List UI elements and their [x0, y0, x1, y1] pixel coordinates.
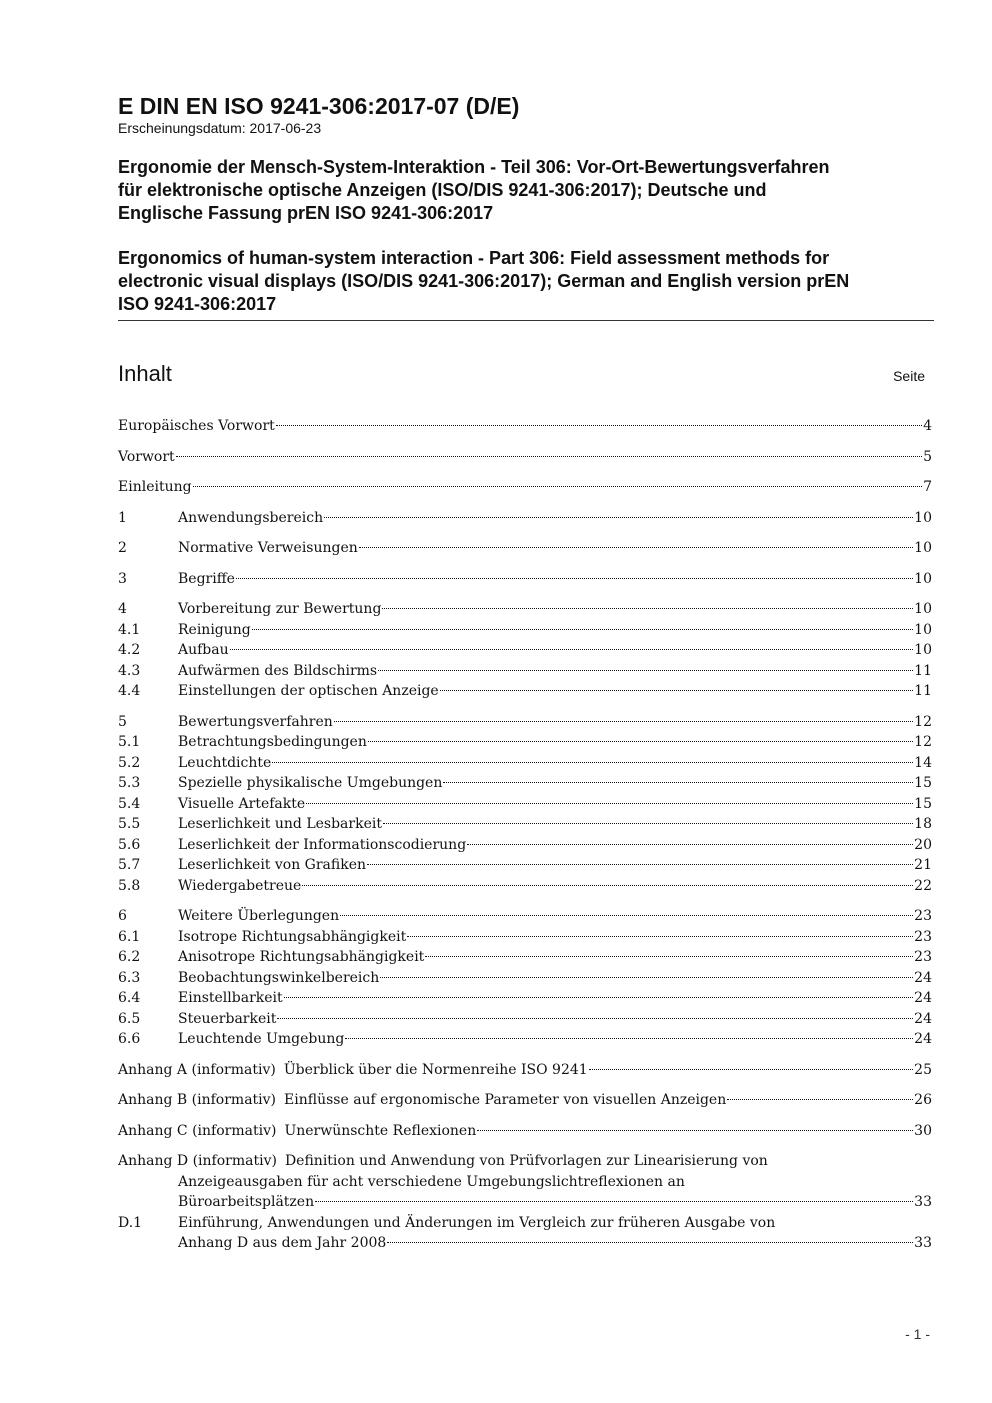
toc-entry[interactable]: [118, 681, 932, 702]
toc-entry-label: Isotrope Richtungsabhängigkeit: [178, 928, 407, 945]
dot-leader: [425, 956, 913, 957]
toc-entry-number: 2: [118, 540, 127, 556]
toc-entry-label: Einstellungen der optischen Anzeige: [178, 683, 439, 699]
toc-entry-number: 6.5: [118, 1010, 141, 1027]
toc-entry-page: 20: [914, 836, 932, 853]
toc-entry-page: 11: [914, 683, 932, 699]
toc-entry[interactable]: [118, 753, 932, 774]
toc-entry-number: 6.2: [118, 949, 141, 965]
toc-entry-label: Einflüsse auf ergonomische Parameter von visuellen Anzeigen: [284, 1092, 727, 1108]
dot-leader: [324, 517, 913, 518]
document-header: [118, 92, 934, 316]
toc-entry-label: Beobachtungswinkelbereich: [178, 969, 380, 986]
toc-entry-label: Reinigung: [178, 621, 251, 638]
toc-entry-number: 4.1: [118, 621, 141, 638]
dot-leader: [236, 578, 913, 579]
dot-leader: [176, 456, 922, 457]
toc-entry-label: Einleitung: [118, 479, 192, 495]
toc-entry-label: Leuchtende Umgebung: [178, 1031, 345, 1047]
toc-entry-number: 5: [118, 713, 127, 730]
toc-entry-number: 1: [118, 509, 127, 526]
title-german-line: Ergonomie der Mensch-System-Interaktion - Teil 306: Vor-Ort-Bewertungsverfahren: [118, 157, 830, 177]
toc-entry-page: 15: [914, 795, 932, 812]
title-english: [118, 247, 934, 316]
toc-entry-label: Visuelle Artefakte: [178, 795, 306, 812]
toc-entry-number: 6.4: [118, 990, 141, 1006]
title-english-line: Ergonomics of human-system interaction - Part 306: Field assessment methods for: [118, 248, 830, 268]
title-english-line: ISO 9241-306:2017: [118, 294, 277, 314]
toc-entry-label: Vorwort: [118, 448, 175, 465]
toc-entry-number: 5.5: [118, 816, 141, 832]
toc-entry[interactable]: [118, 477, 932, 498]
toc-entry[interactable]: [118, 968, 932, 989]
toc-entry-page: 24: [914, 990, 932, 1006]
toc-entry-label: Überblick über die Normenreihe ISO 9241: [283, 1061, 588, 1078]
toc-entry-label: Aufwärmen des Bildschirms: [178, 662, 378, 679]
dot-leader: [382, 608, 913, 609]
dot-leader: [367, 864, 913, 865]
toc-entry[interactable]: [118, 773, 932, 794]
toc-entry-page: 10: [914, 621, 932, 638]
toc-entry-number: 3: [118, 570, 127, 587]
toc-entry[interactable]: [118, 661, 932, 682]
table-of-contents: [118, 416, 932, 1254]
dot-leader: [359, 547, 913, 548]
toc-entry[interactable]: [118, 538, 932, 559]
toc-entry[interactable]: [118, 620, 932, 641]
dot-leader: [315, 1201, 913, 1202]
toc-entry-label: Vorbereitung zur Bewertung: [178, 601, 382, 617]
toc-page-column-label: Seite: [893, 368, 925, 384]
toc-entry-label-line: Anhang D aus dem Jahr 2008: [178, 1235, 387, 1251]
dot-leader: [302, 885, 913, 886]
dot-leader: [589, 1069, 913, 1070]
toc-entry[interactable]: [118, 855, 932, 876]
toc-entry[interactable]: [118, 732, 932, 753]
toc-entry-label: Betrachtungsbedingungen: [178, 734, 367, 750]
toc-entry-page: 10: [914, 601, 932, 617]
toc-entry-label: Normative Verweisungen: [178, 540, 358, 556]
toc-entry[interactable]: [118, 906, 932, 927]
dot-leader: [277, 1018, 913, 1019]
toc-entry-label: Weitere Überlegungen: [178, 908, 340, 924]
dot-leader: [387, 1242, 913, 1243]
toc-entry-page: 22: [914, 877, 932, 894]
dot-leader: [443, 782, 913, 783]
toc-entry-page: 4: [923, 418, 932, 434]
toc-entry-page: 26: [914, 1092, 932, 1108]
toc-entry[interactable]: [118, 947, 932, 968]
toc-entry-number: Anhang C (informativ): [118, 1122, 277, 1139]
toc-entry[interactable]: [118, 988, 932, 1009]
toc-entry-page: 23: [914, 928, 932, 945]
toc-entry-page: 15: [914, 775, 932, 791]
toc-entry-number: 5.7: [118, 857, 141, 873]
toc-entry[interactable]: [118, 508, 932, 529]
toc-entry-page: 30: [914, 1122, 932, 1139]
dot-leader: [306, 803, 913, 804]
toc-heading: Inhalt: [118, 361, 172, 386]
toc-entry-label-line: Büroarbeitsplätzen: [178, 1194, 315, 1210]
toc-entry-label: Wiedergabetreue: [178, 877, 302, 894]
toc-entry-label: Unerwünschte Reflexionen: [284, 1122, 477, 1139]
toc-entry-page: 12: [914, 713, 932, 730]
dot-leader: [272, 762, 913, 763]
toc-entry-label: Leserlichkeit und Lesbarkeit: [178, 816, 382, 832]
dot-leader: [380, 977, 913, 978]
toc-entry[interactable]: [118, 927, 932, 948]
toc-entry-number: 6.1: [118, 928, 141, 945]
toc-entry-page: 24: [914, 1010, 932, 1027]
toc-entry[interactable]: [118, 1121, 932, 1142]
toc-entry-number: 5.6: [118, 836, 141, 853]
toc-entry-label-line: Einführung, Anwendungen und Änderungen im Vergleich zur früheren Ausgabe von: [178, 1214, 776, 1231]
title-german-line: Englische Fassung prEN ISO 9241-306:2017: [118, 203, 494, 223]
toc-entry-page: 23: [914, 949, 932, 965]
dot-leader: [368, 741, 913, 742]
toc-entry[interactable]: [118, 569, 932, 590]
toc-entry-label: Anwendungsbereich: [178, 509, 324, 526]
dot-leader: [383, 823, 913, 824]
dot-leader: [440, 690, 913, 691]
toc-entry-label: Spezielle physikalische Umgebungen: [178, 775, 443, 791]
dot-leader: [230, 649, 914, 650]
toc-entry[interactable]: [118, 1029, 932, 1050]
toc-entry-page: 23: [914, 908, 932, 924]
dot-leader: [407, 936, 913, 937]
toc-entry-page: 10: [914, 540, 932, 556]
dot-leader: [334, 721, 913, 722]
toc-entry-page: 33: [914, 1194, 932, 1210]
toc-entry-number: 5.2: [118, 754, 141, 771]
toc-entry[interactable]: [118, 1009, 932, 1030]
toc-entry-page: 11: [914, 662, 932, 679]
toc-entry[interactable]: [118, 447, 932, 468]
toc-entry-number: 6.3: [118, 969, 141, 986]
dot-leader: [340, 915, 913, 916]
toc-entry-label: Leserlichkeit der Informationscodierung: [178, 836, 467, 853]
toc-entry-number: 6.6: [118, 1031, 141, 1047]
document-id: E DIN EN ISO 9241-306:2017-07 (D/E): [118, 93, 520, 119]
toc-entry-page: 10: [914, 570, 932, 587]
toc-entry-number: 5.4: [118, 795, 141, 812]
toc-entry[interactable]: [118, 712, 932, 733]
publication-date: Erscheinungsdatum: 2017-06-23: [118, 120, 322, 136]
toc-entry-number: D.1: [118, 1214, 143, 1231]
toc-entry-multiline[interactable]: [118, 1213, 932, 1254]
toc-entry[interactable]: [118, 876, 932, 897]
toc-entry-number: Anhang D (informativ): [118, 1153, 277, 1169]
toc-entry-page: 5: [923, 448, 932, 465]
toc-entry-label: Einstellbarkeit: [178, 990, 283, 1006]
toc-entry[interactable]: [118, 416, 932, 437]
toc-entry-number: Anhang B (informativ): [118, 1092, 277, 1108]
toc-entry-page: 7: [923, 479, 932, 495]
toc-entry-number: 4.4: [118, 683, 141, 699]
toc-entry-number: 4.2: [118, 642, 141, 658]
toc-entry-page: 18: [914, 816, 932, 832]
toc-entry-number: 6: [118, 908, 127, 924]
dot-leader: [284, 997, 914, 998]
dot-leader: [467, 844, 913, 845]
toc-entry[interactable]: [118, 640, 932, 661]
toc-entry-label: Steuerbarkeit: [178, 1010, 277, 1027]
dot-leader: [252, 629, 913, 630]
toc-entry-label: Anisotrope Richtungsabhängigkeit: [178, 949, 425, 965]
toc-entry-number: 4: [118, 601, 127, 617]
toc-entry-label: Europäisches Vorwort: [118, 418, 275, 434]
toc-entry-page: 24: [914, 969, 932, 986]
toc-entry[interactable]: [118, 835, 932, 856]
page-number: - 1 -: [905, 1326, 930, 1342]
dot-leader: [345, 1038, 913, 1039]
toc-entry-page: 14: [914, 754, 932, 771]
toc-entry-page: 24: [914, 1031, 932, 1047]
toc-entry-page: 25: [914, 1061, 932, 1078]
toc-entry[interactable]: [118, 814, 932, 835]
title-german-line: für elektronische optische Anzeigen (ISO/DIS 9241-306:2017); Deutsche und: [118, 180, 767, 200]
toc-entry-label: Begriffe: [178, 570, 235, 587]
toc-entry-page: 10: [914, 509, 932, 526]
toc-entry[interactable]: [118, 794, 932, 815]
toc-entry-label: Bewertungsverfahren: [178, 713, 333, 730]
toc-entry-number: 4.3: [118, 662, 141, 679]
toc-entry[interactable]: [118, 1090, 932, 1111]
header-divider: [118, 320, 934, 321]
toc-entry-number: 5.3: [118, 775, 141, 791]
toc-entry-number: 5.1: [118, 734, 141, 750]
toc-entry[interactable]: [118, 599, 932, 620]
dot-leader: [276, 425, 922, 426]
toc-entry-page: 12: [914, 734, 932, 750]
dot-leader: [193, 486, 923, 487]
toc-entry-number: Anhang A (informativ): [118, 1061, 276, 1078]
toc-entry-label: Aufbau: [178, 642, 229, 658]
dot-leader: [477, 1130, 913, 1131]
dot-leader: [378, 670, 913, 671]
toc-entry-page: 33: [914, 1235, 932, 1251]
toc-entry-label: Leserlichkeit von Grafiken: [178, 857, 367, 873]
toc-entry-label: Leuchtdichte: [178, 754, 272, 771]
toc-entry-multiline[interactable]: [118, 1151, 932, 1213]
toc-entry-number: 5.8: [118, 877, 141, 894]
toc-entry-label-line: Anzeigeausgaben für acht verschiedene Umgebungslichtreflexionen an: [178, 1173, 685, 1190]
dot-leader: [727, 1099, 913, 1100]
title-english-line: electronic visual displays (ISO/DIS 9241-306:2017); German and English version prEN: [118, 271, 850, 291]
toc-entry-label-line: Definition und Anwendung von Prüfvorlagen zur Linearisierung von: [284, 1153, 768, 1169]
toc-entry[interactable]: [118, 1060, 932, 1081]
title-german: [118, 156, 934, 225]
toc-entry-page: 10: [914, 642, 932, 658]
toc-entry-page: 21: [914, 857, 932, 873]
